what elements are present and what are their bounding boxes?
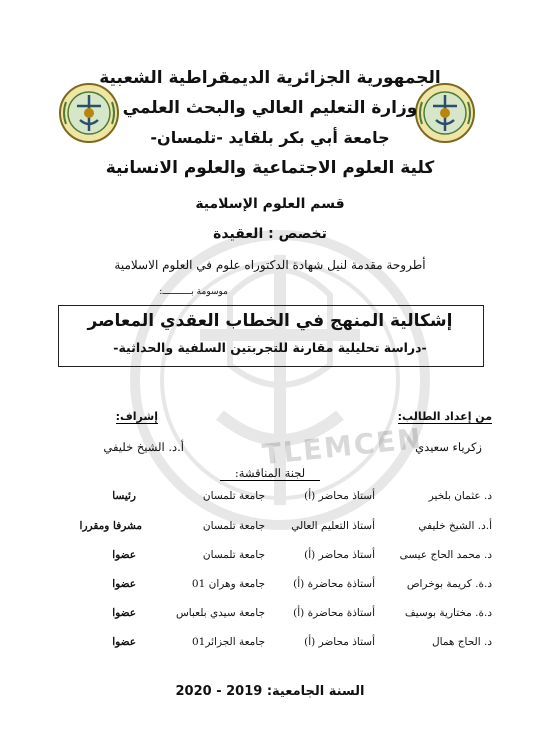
ministry-heading: وزارة التعليم العالي والبحث العلمي <box>122 98 418 118</box>
supervisor-name: أ.د. الشيخ خليفي <box>103 440 184 454</box>
thesis-title: إشكالية المنهج في الخطاب العقدي المعاصر <box>87 311 453 331</box>
member-role: عضوا <box>112 549 136 561</box>
member-rank: أستاذة محاضرة (أ) <box>293 607 375 619</box>
committee-label: لجنة المناقشة: <box>220 466 320 481</box>
university-watermark-text: TLEMCEN <box>260 421 425 472</box>
member-university: جامعة تلمسان <box>202 520 265 532</box>
member-name: د.ة. كريمة بوخراص <box>406 578 492 590</box>
member-role: رئيسا <box>112 490 136 502</box>
student-name: زكرياء سعيدي <box>415 440 482 454</box>
member-name: د.ة. مختارية بوسيف <box>404 607 492 619</box>
member-role: عضوا <box>112 578 136 590</box>
department-heading: قسم العلوم الإسلامية <box>195 196 345 212</box>
committee-row <box>0 520 540 540</box>
member-name: د. الحاج همال <box>432 636 492 648</box>
academic-year: السنة الجامعية: 2019 - 2020 <box>175 684 365 699</box>
thesis-intro: أطروحة مقدمة لنيل شهادة الدكتوراه علوم في العلوم الاسلامية <box>114 258 426 272</box>
thesis-subtitle: -دراسة تحليلية مقارنة للتجربتين السلفية والحداثية- <box>113 340 427 355</box>
committee-row <box>0 549 540 569</box>
member-rank: أستاذ التعليم العالي <box>291 520 375 532</box>
member-rank: أستاذ محاضر (أ) <box>304 636 375 648</box>
supervisor-label: إشراف: <box>115 410 158 423</box>
member-name: د. محمد الحاج عيسى <box>399 549 492 561</box>
member-role: عضوا <box>112 636 136 648</box>
member-rank: أستاذة محاضرة (أ) <box>293 578 375 590</box>
thesis-tagline: موسومة بـــــــــــ: <box>159 287 228 297</box>
republic-heading: الجمهورية الجزائرية الديمقراطية الشعبية <box>99 68 441 88</box>
university-heading: جامعة أبي بكر بلقايد -تلمسان- <box>150 128 390 147</box>
committee-row <box>0 490 540 510</box>
member-role: مشرفا ومقررا <box>79 520 142 532</box>
member-university: جامعة وهران 01 <box>191 578 265 590</box>
student-label: من إعداد الطالب: <box>397 410 492 423</box>
member-rank: أستاذ محاضر (أ) <box>304 549 375 561</box>
member-role: عضوا <box>112 607 136 619</box>
member-name: أ.د. الشيخ خليفي <box>418 520 492 532</box>
member-university: جامعة تلمسان <box>202 549 265 561</box>
specialty-heading: تخصص : العقيدة <box>213 226 327 242</box>
member-university: جامعة الجزائر01 <box>191 636 265 648</box>
member-rank: أستاذ محاضر (أ) <box>304 490 375 502</box>
member-university: جامعة سيدي بلعباس <box>175 607 265 619</box>
member-name: د. عثمان بلخير <box>428 490 492 502</box>
member-university: جامعة تلمسان <box>202 490 265 502</box>
committee-row <box>0 578 540 598</box>
committee-row <box>0 607 540 627</box>
faculty-heading: كلية العلوم الاجتماعية والعلوم الانسانية <box>105 158 435 178</box>
committee-row <box>0 636 540 656</box>
